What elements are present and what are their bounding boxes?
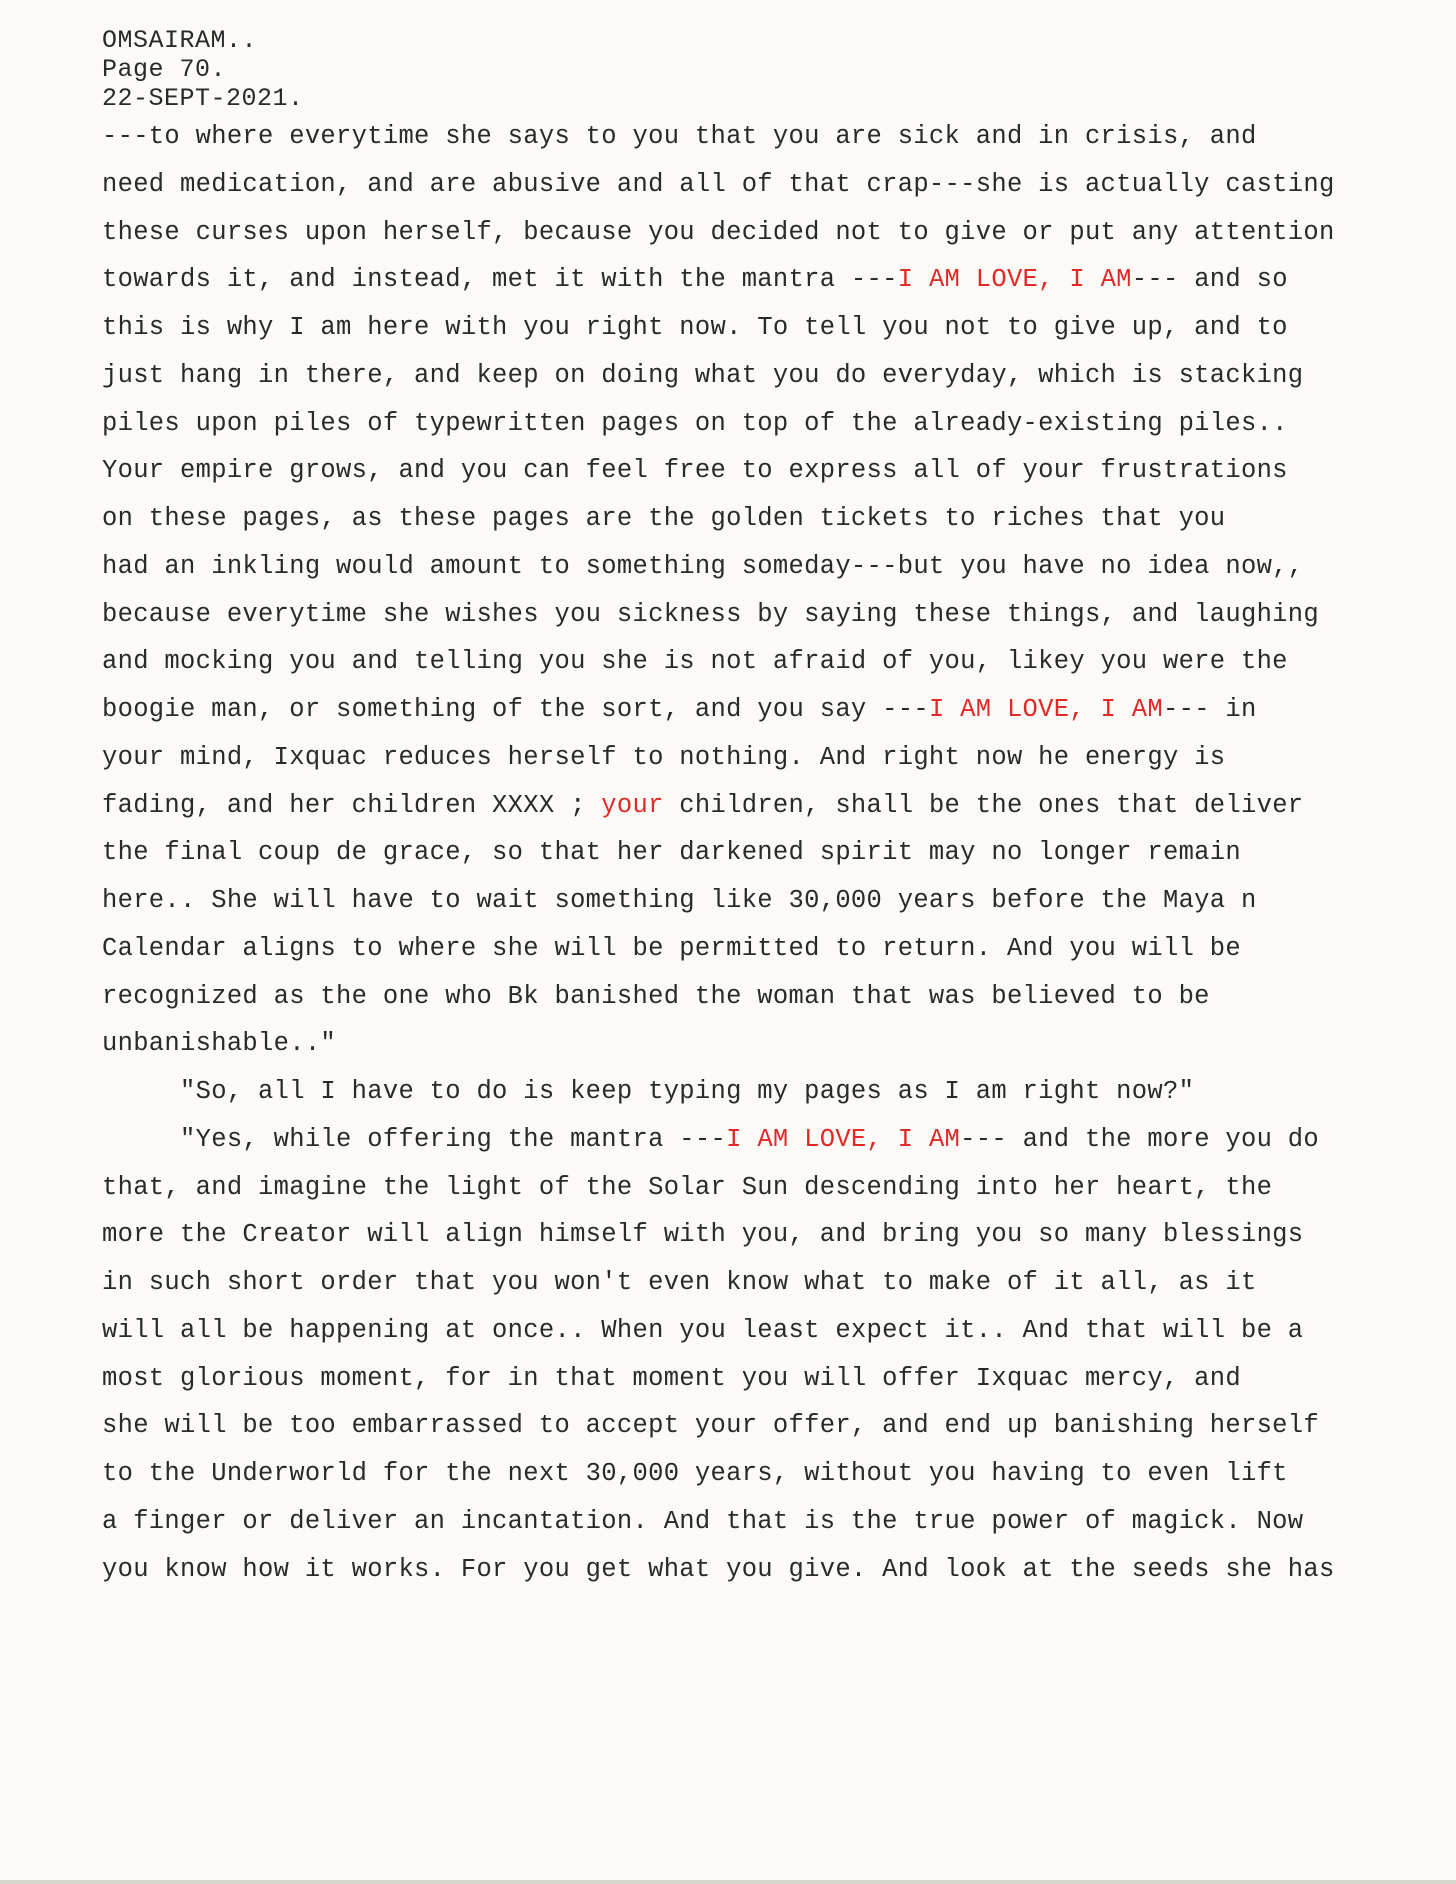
line-segment: because everytime she wishes you sickness by saying these things, and laughing bbox=[102, 599, 1319, 629]
text-line bbox=[102, 886, 1257, 916]
header-title: OMSAIRAM.. bbox=[102, 26, 258, 55]
line-segment: a finger or deliver an incantation. And that is the true power of magick. Now bbox=[102, 1506, 1304, 1536]
line-segment: that, and imagine the light of the Solar Sun descending into her heart, the bbox=[102, 1172, 1273, 1202]
text-line bbox=[102, 600, 1319, 630]
header-date: 22-SEPT-2021. bbox=[102, 84, 304, 113]
text-line bbox=[102, 1173, 1272, 1203]
red-mantra-text: I AM LOVE, I AM bbox=[726, 1124, 961, 1154]
line-segment: towards it, and instead, met it with the mantra --- bbox=[102, 265, 898, 295]
text-line bbox=[102, 1268, 1257, 1298]
line-segment: on these pages, as these pages are the golden tickets to riches that you bbox=[102, 504, 1226, 533]
text-line bbox=[102, 695, 1257, 725]
text-line bbox=[102, 1316, 1303, 1346]
text-line bbox=[102, 218, 1335, 248]
text-line bbox=[102, 1220, 1303, 1250]
text-line bbox=[102, 1459, 1288, 1489]
line-segment: in such short order that you won't even know what to make of it all, as it bbox=[102, 1268, 1257, 1297]
text-line bbox=[102, 1555, 1335, 1585]
text-line bbox=[102, 1125, 1319, 1155]
text-line bbox=[102, 1029, 336, 1059]
line-segment: to the Underworld for the next 30,000 years, without you having to even lift bbox=[102, 1459, 1288, 1488]
line-segment: "So, all I have to do is keep typing my pages as I am right now?" bbox=[102, 1077, 1195, 1106]
line-segment: these curses upon herself, because you decided not to give or put any attention bbox=[102, 217, 1335, 247]
text-line bbox=[102, 1411, 1319, 1441]
line-segment: recognized as the one who Bk banished the woman that was believed to be bbox=[102, 981, 1210, 1011]
text-line bbox=[102, 934, 1241, 964]
line-segment: piles upon piles of typewritten pages on top of the already-existing piles.. bbox=[102, 408, 1288, 438]
line-segment: boogie man, or something of the sort, and you say --- bbox=[102, 695, 929, 724]
line-segment: --- in bbox=[1162, 695, 1257, 724]
line-segment: "Yes, while offering the mantra --- bbox=[102, 1124, 727, 1154]
text-line bbox=[102, 743, 1225, 773]
text-line bbox=[102, 409, 1288, 439]
text-line bbox=[102, 265, 1288, 295]
page-header bbox=[102, 26, 304, 113]
text-line bbox=[102, 1077, 1194, 1107]
line-segment: and mocking you and telling you she is not afraid of you, likey you were the bbox=[102, 647, 1288, 677]
text-line bbox=[102, 838, 1241, 868]
red-mantra-text: your bbox=[601, 790, 664, 820]
line-segment: need medication, and are abusive and all of that crap---she is actually casting bbox=[102, 169, 1335, 199]
header-page-number: Page 70. bbox=[102, 55, 227, 84]
line-segment: just hang in there, and keep on doing what you do everyday, which is stacking bbox=[102, 360, 1304, 390]
line-segment: your mind, Ixquac reduces herself to nothing. And right now he energy is bbox=[102, 742, 1226, 772]
text-line bbox=[102, 791, 1303, 821]
text-line bbox=[102, 170, 1335, 200]
text-line bbox=[102, 552, 1303, 582]
line-segment: will all be happening at once.. When you least expect it.. And that will be a bbox=[102, 1315, 1304, 1345]
line-segment: --- and the more you do bbox=[960, 1124, 1320, 1154]
text-line bbox=[102, 456, 1288, 486]
line-segment: had an inkling would amount to something someday---but you have no idea now,, bbox=[102, 551, 1304, 581]
text-line bbox=[102, 313, 1288, 343]
text-line bbox=[102, 647, 1288, 677]
text-line bbox=[102, 982, 1210, 1012]
text-line bbox=[102, 1507, 1303, 1537]
line-segment: here.. She will have to wait something like 30,000 years before the Maya n bbox=[102, 886, 1257, 915]
line-segment: --- and so bbox=[1131, 265, 1288, 295]
text-line bbox=[102, 122, 1257, 152]
line-segment: Calendar aligns to where she will be permitted to return. And you will be bbox=[102, 933, 1241, 963]
line-segment: you know how it works. For you get what you give. And look at the seeds she has bbox=[102, 1554, 1335, 1584]
line-segment: this is why I am here with you right now. To tell you not to give up, and to bbox=[102, 313, 1288, 342]
line-segment: more the Creator will align himself with you, and bring you so many blessings bbox=[102, 1220, 1304, 1250]
line-segment: ---to where everytime she says to you that you are sick and in crisis, and bbox=[102, 122, 1257, 151]
line-segment: Your empire grows, and you can feel free to express all of your frustrations bbox=[102, 456, 1288, 486]
line-segment: children, shall be the ones that deliver bbox=[663, 790, 1304, 820]
red-mantra-text: I AM LOVE, I AM bbox=[897, 265, 1132, 295]
text-line bbox=[102, 361, 1303, 391]
red-mantra-text: I AM LOVE, I AM bbox=[928, 695, 1163, 724]
text-line bbox=[102, 504, 1225, 534]
line-segment: most glorious moment, for in that moment you will offer Ixquac mercy, and bbox=[102, 1363, 1241, 1393]
line-segment: unbanishable.." bbox=[102, 1029, 337, 1059]
line-segment: fading, and her children XXXX ; bbox=[102, 790, 602, 820]
line-segment: the final coup de grace, so that her darkened spirit may no longer remain bbox=[102, 838, 1241, 868]
line-segment: she will be too embarrassed to accept your offer, and end up banishing herself bbox=[102, 1411, 1319, 1441]
text-line bbox=[102, 1364, 1241, 1394]
page-edge bbox=[0, 1880, 1456, 1884]
